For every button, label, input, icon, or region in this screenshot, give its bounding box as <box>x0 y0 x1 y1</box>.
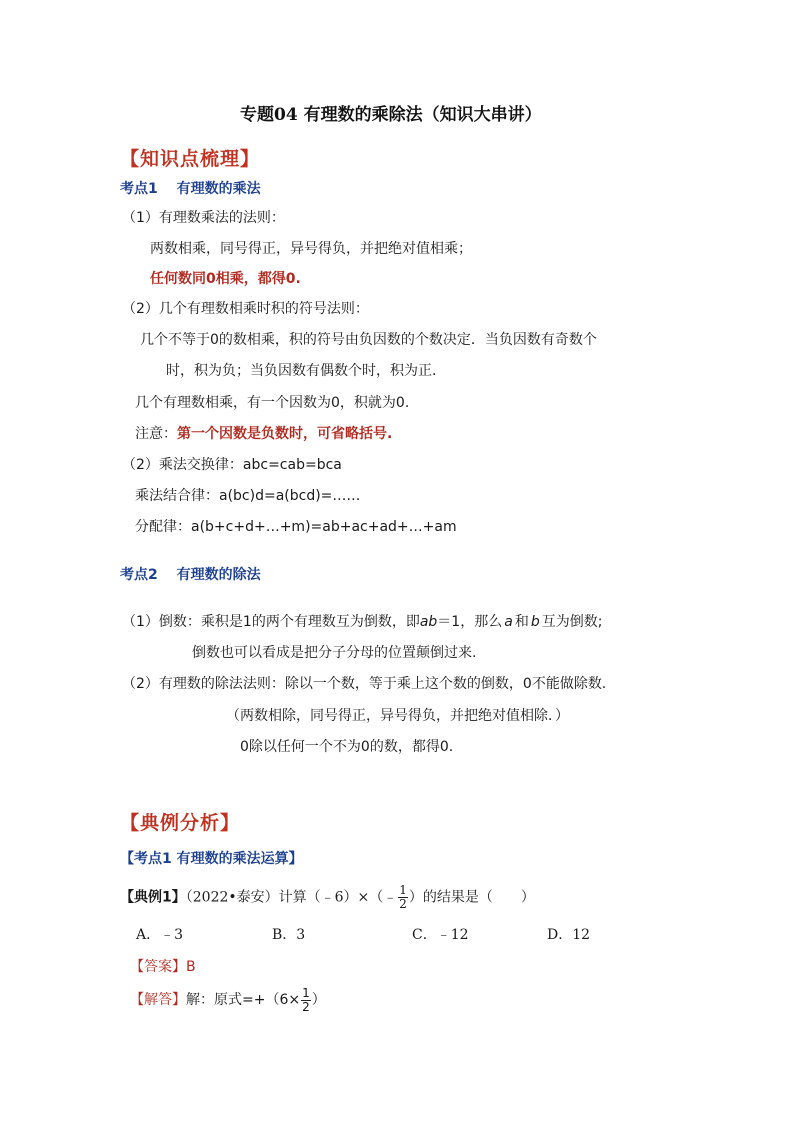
solution-line <box>130 986 326 1014</box>
option-d: D．12 <box>547 927 591 943</box>
solution-text-a: 解：原式=+（6× <box>186 992 301 1008</box>
kp2-line-5: 0除以任何一个不为0的数，都得0. <box>240 739 454 755</box>
kp2-line-1-c: 和 <box>514 614 529 630</box>
example-1-text-a: （2022•泰安）计算（﹣6）×（﹣ <box>185 889 398 906</box>
kp2-var-ab: ab <box>419 614 438 630</box>
kp1-line-3: 任何数同0相乘，都得0. <box>150 271 301 287</box>
kp2-title: 有理数的除法 <box>176 567 261 583</box>
section-banner-examples: 【典例分析】 <box>120 812 241 834</box>
example-section-title: 【考点1 有理数的乘法运算】 <box>120 851 303 867</box>
example-1-fraction: $\frac{1}{2}$ <box>399 883 407 911</box>
kp1-title: 有理数的乘法 <box>176 181 261 197</box>
example-1-text-b: ）的结果是（ ） <box>408 889 535 906</box>
answer-line <box>130 958 196 976</box>
option-b: B．3 <box>272 927 306 943</box>
kp1-line-11: 分配律：a(b+c+d+…+m)=ab+ac+ad+…+am <box>135 519 457 535</box>
kp2-var-b: b <box>530 614 540 630</box>
kp1-label: 考点1 <box>120 181 158 197</box>
kp1-line-10: 乘法结合律：a(bc)d=a(bcd)=…… <box>135 488 361 504</box>
solution-text-b: ） <box>311 992 326 1008</box>
answer-value: B <box>186 959 196 975</box>
kp2-line-1-b: ＝1，那么 <box>437 614 503 630</box>
solution-label: 【解答】 <box>130 992 186 1008</box>
kp1-line-2: 两数相乘，同号得正，异号得负，并把绝对值相乘； <box>150 241 472 257</box>
kp1-line-6: 时，积为负；当负因数有偶数个时，积为正. <box>166 363 437 379</box>
solution-fraction: $\frac{1}{2}$ <box>302 985 310 1014</box>
kp2-line-2: 倒数也可以看成是把分子分母的位置颠倒过来. <box>192 645 477 661</box>
option-a: A．﹣3 <box>136 927 184 943</box>
option-c: C．﹣12 <box>412 927 469 943</box>
kp1-note-label: 注意： <box>135 426 177 442</box>
kp2-var-a: a <box>504 614 513 630</box>
kp1-line-4: （2）几个有理数相乘时积的符号法则： <box>122 301 369 317</box>
kp2-heading <box>120 566 261 584</box>
kp2-line-1 <box>122 613 602 631</box>
kp1-line-5: 几个不等于0的数相乘，积的符号由负因数的个数决定．当负因数有奇数个 <box>140 332 597 348</box>
kp1-note-text: 第一个因数是负数时，可省略括号. <box>177 426 393 442</box>
kp2-line-3: （2）有理数的除法法则：除以一个数，等于乘上这个数的倒数，0不能做除数. <box>122 676 607 692</box>
kp1-heading <box>120 180 261 198</box>
section-banner-knowledge: 【知识点梳理】 <box>120 148 261 170</box>
kp1-line-1: （1）有理数乘法的法则： <box>122 210 285 226</box>
kp1-line-9: （2）乘法交换律：abc=cab=bca <box>122 457 342 473</box>
kp1-line-7: 几个有理数相乘，有一个因数为0，积就为0. <box>135 395 410 411</box>
kp2-line-1-d: 互为倒数; <box>541 614 603 630</box>
answer-label: 【答案】 <box>130 959 186 975</box>
kp1-note <box>135 425 392 443</box>
example-1-question <box>120 884 535 911</box>
kp2-line-1-a: （1）倒数：乘积是1的两个有理数互为倒数，即 <box>122 614 420 630</box>
example-1-label: 【典例1】 <box>120 889 186 906</box>
kp2-line-4: （两数相除，同号得正，异号得负，并把绝对值相除．） <box>226 708 569 724</box>
page-title: 专题04 有理数的乘除法（知识大串讲） <box>240 105 542 125</box>
kp2-label: 考点2 <box>120 567 158 583</box>
